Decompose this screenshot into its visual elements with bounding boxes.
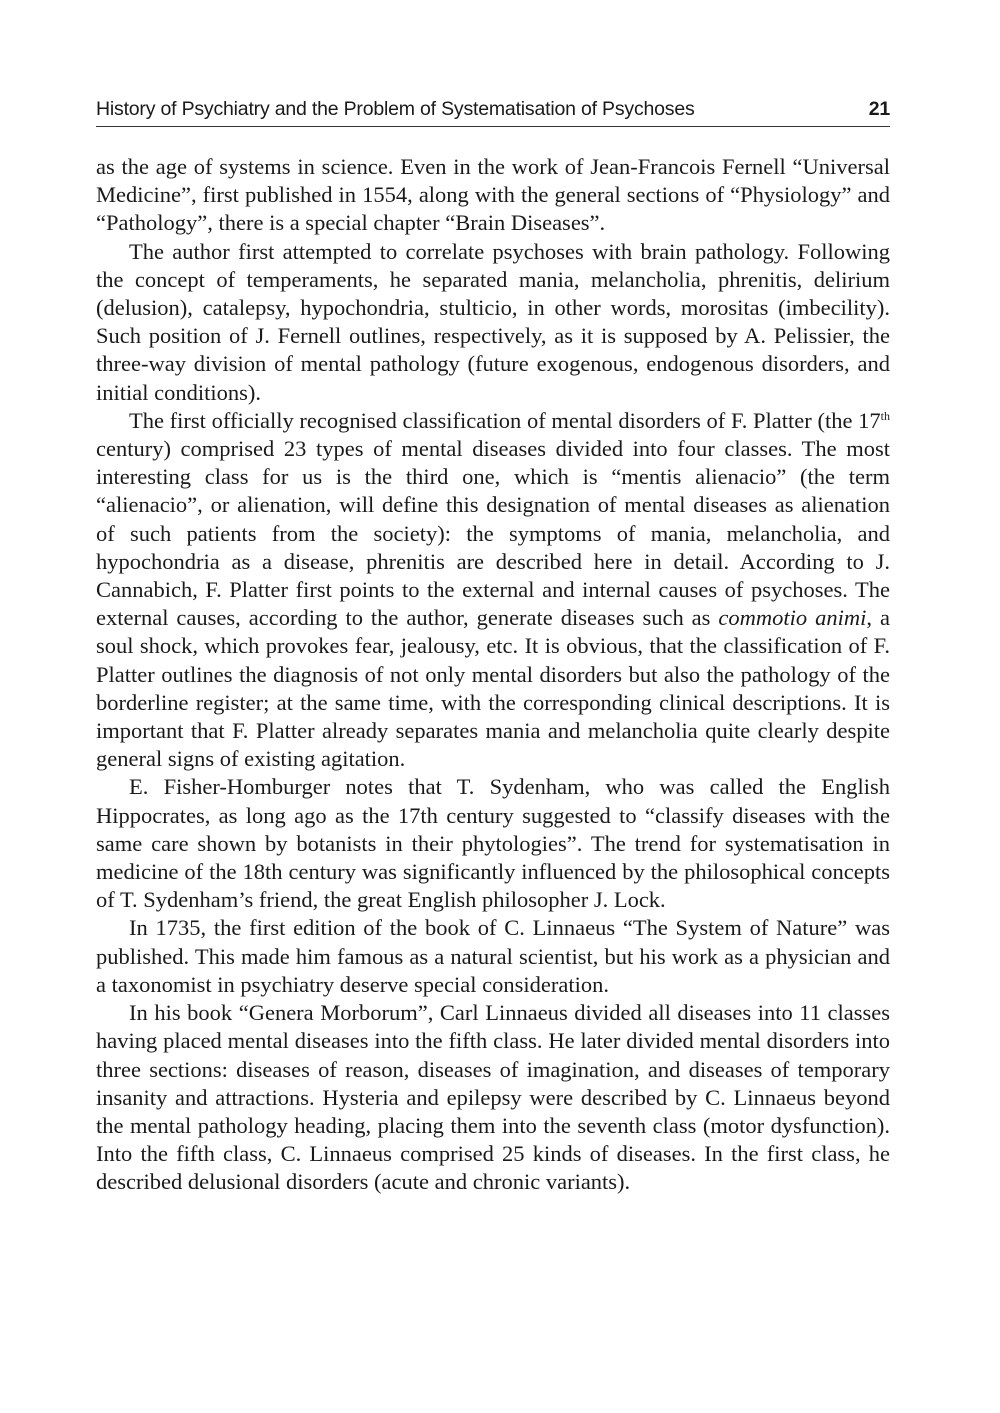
page-number: 21 <box>868 98 890 120</box>
body-text <box>96 153 890 1197</box>
paragraph-platter-part-2: century) comprised 23 types of mental diseases divided into four classes. The most interesting class for us is the third one, which is “mentis alienacio” (the term “alienacio”, or alienation, will define this designation of mental diseases as alienation of such patients from the society): the symptoms of mania, melancholia, and hypochondria as a disease, phrenitis are described here in detail. According to J. Cannabich, F. Platter first points to the external and internal causes of psychoses. The external causes, according to the author, generate diseases such as <box>96 436 890 631</box>
paragraph-platter-part-3: , a soul shock, which provokes fear, jealousy, etc. It is obvious, that the classification of F. Platter outlines the diagnosis of not only mental disorders but also the pathology of the borderline register; at the same time, with the corresponding clinical descriptions. It is important that F. Platter already separates mania and melancholia quite clearly despite general signs of existing agitation. <box>96 605 890 772</box>
paragraph-linnaeus-system: In 1735, the first edition of the book of C. Linnaeus “The System of Nature” was published. This made him famous as a natural scientist, but his work as a physician and a taxonomist in psychiatry deserve special consideration. <box>96 915 890 997</box>
latin-term-italic: commotio animi <box>718 605 867 631</box>
running-header-title: History of Psychiatry and the Problem of Systematisation of Psychoses <box>96 98 695 120</box>
paragraph-platter-part-1: The first officially recognised classification of mental disorders of F. Platter (the 17 <box>129 407 881 433</box>
paragraph-platter <box>96 407 890 774</box>
paragraph-fernell: The author first attempted to correlate psychoses with brain pathology. Following the concept of temperaments, he separated mania, melancholia, phrenitis, delirium (delusion), catalepsy, hypochondria, stulticio, in other words, morositas (imbecility). Such position of J. Fernell outlines, respectively, as it is supposed by A. Pelissier, the three-way division of mental pathology (future exogenous, endogenous disorders, and initial conditions). <box>96 238 890 405</box>
running-header <box>96 96 890 127</box>
century-superscript: th <box>880 408 890 423</box>
paragraph-continuation: as the age of systems in science. Even in the work of Jean-Francois Fernell “Universal Medicine”, first published in 1554, along with the general sections of “Physiology” and “Pathology”, there is a special chapter “Brain Diseases”. <box>96 154 890 236</box>
paragraph-genera-morborum: In his book “Genera Morborum”, Carl Linnaeus divided all diseases into 11 classes having placed mental diseases into the fifth class. He later divided mental disorders into three sections: diseases of reason, diseases of imagination, and diseases of temporary insanity and attractions. Hysteria and epilepsy were described by C. Linnaeus beyond the mental pathology heading, placing them into the seventh class (motor dysfunction). Into the fifth class, C. Linnaeus comprised 25 kinds of diseases. In the first class, he described delusional disorders (acute and chronic variants). <box>96 1000 890 1195</box>
paragraph-sydenham: E. Fisher-Homburger notes that T. Sydenham, who was called the English Hippocrates, as long ago as the 17th century suggested to “classify diseases with the same care shown by botanists in their phytologies”. The trend for systematisation in medicine of the 18th century was significantly influenced by the philosophical concepts of T. Sydenham’s friend, the great English philosopher J. Lock. <box>96 774 890 913</box>
book-page <box>96 96 890 1197</box>
